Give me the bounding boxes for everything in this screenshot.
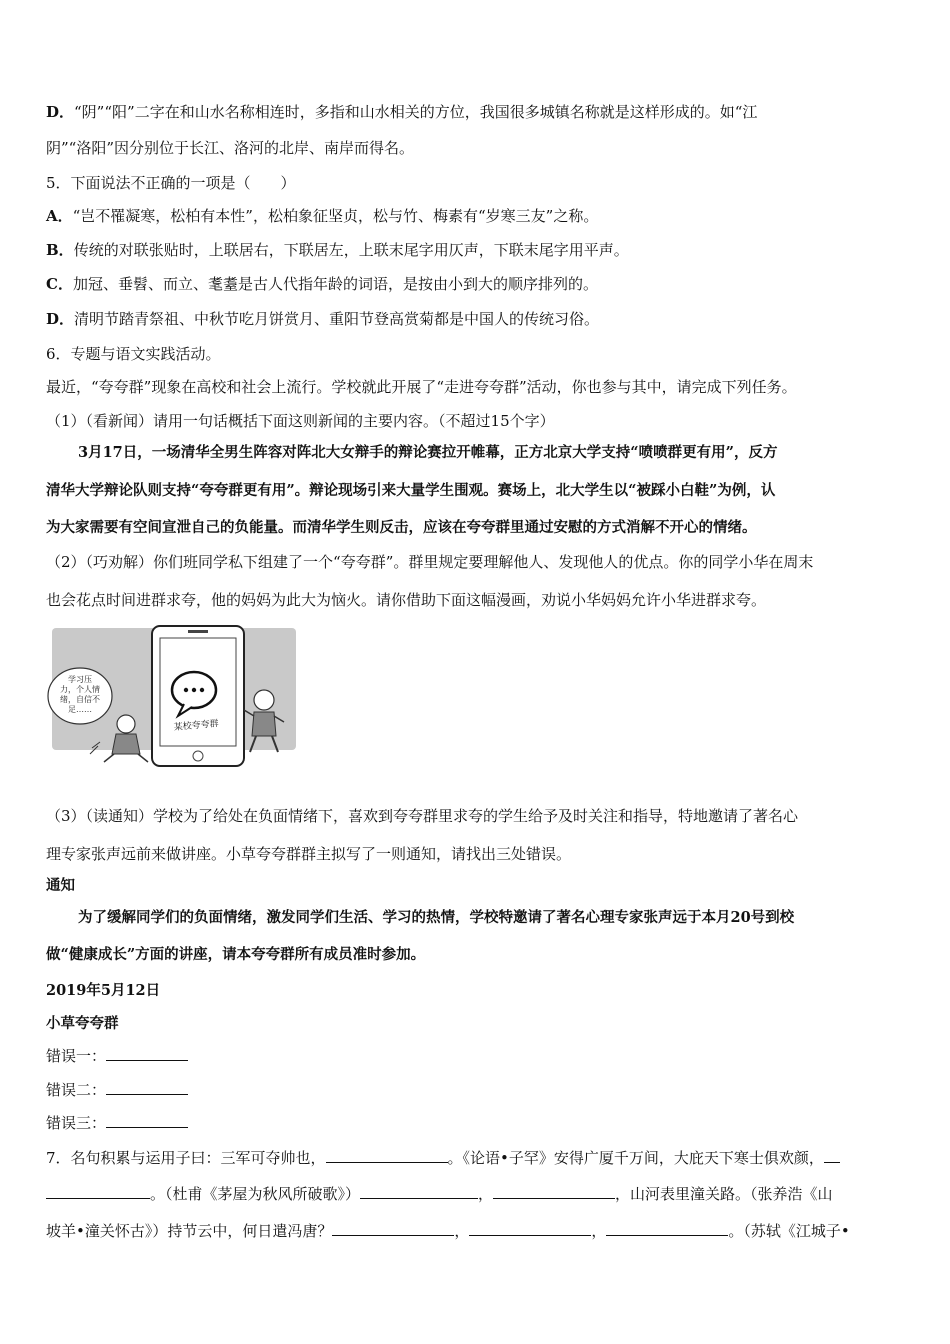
q7-blank-6[interactable]	[469, 1221, 591, 1236]
error-2-blank[interactable]	[106, 1080, 188, 1095]
q6-intro: 最近，“夸夸群”现象在高校和社会上流行。学校就此开展了“走进夸夸群”活动，你也参与其中，请完成下列任务。	[46, 378, 797, 396]
notice-title: 通知	[46, 877, 75, 894]
notice-signature: 小草夸夸群	[46, 1015, 119, 1032]
q7-line3-c: ，	[591, 1222, 607, 1240]
notice-date: 2019年5月12日	[46, 982, 161, 999]
q7-line2-c: ，山河表里潼关路。（张养浩《山	[615, 1185, 833, 1203]
error-1-label: 错误一：	[46, 1047, 107, 1065]
error-1-blank[interactable]	[106, 1046, 188, 1061]
notice-body-line2: 做“健康成长”方面的讲座，请本夸夸群所有成员准时参加。	[46, 946, 426, 963]
error-2	[46, 1080, 188, 1100]
q6-part2-line1: （2）（巧劝解）你们班同学私下组建了一个“夸夸群”。群里规定要理解他人、发现他人的优点。你的同学小华在周末	[46, 553, 814, 571]
error-1	[46, 1046, 188, 1066]
q5-option-d	[46, 309, 599, 329]
q7-line2-a: 。（杜甫《茅屋为秋风所破歌》）	[150, 1185, 361, 1203]
q7-blank-7[interactable]	[606, 1221, 728, 1236]
error-2-label: 错误二：	[46, 1081, 107, 1099]
error-3-blank[interactable]	[106, 1113, 188, 1128]
q7-line3-b: ，	[454, 1222, 470, 1240]
q6-stem: 6．专题与语文实践活动。	[46, 345, 221, 363]
q6-part2-line2: 也会花点时间进群求夸，他的妈妈为此大为恼火。请你借助下面这幅漫画，劝说小华妈妈允许小华进群求夸。	[46, 591, 767, 609]
q5-option-b-text: 传统的对联张贴时，上联居右，下联居左，上联末尾字用仄声，下联末尾字用平声。	[73, 241, 629, 259]
q7-blank-1[interactable]	[326, 1148, 448, 1163]
q5-stem: 5．下面说法不正确的一项是（ ）	[46, 174, 296, 192]
error-3-label: 错误三：	[46, 1114, 107, 1132]
q7-line3-a: 坡羊•潼关怀古》）持节云中，何日遣冯唐？	[46, 1222, 333, 1240]
q5-option-a	[46, 206, 598, 226]
q4-option-d-text: “阴”“阳”二字在和山水名称相连时，多指和山水相关的方位，我国很多城镇名称就是这样形成的。如“江	[74, 103, 758, 121]
q5-option-c-label: C．	[46, 275, 73, 293]
q7-blank-3[interactable]	[360, 1184, 478, 1199]
q7-line2	[46, 1184, 833, 1204]
phone-illustration	[152, 626, 244, 766]
q6-news-line3: 为大家需要有空间宣泄自己的负能量。而清华学生则反击，应该在夸夸群里通过安慰的方式消解不开心的情绪。	[46, 519, 757, 536]
q5-option-c	[46, 274, 598, 294]
q7-blank-4[interactable]	[493, 1184, 615, 1199]
q4-option-d-line1	[46, 102, 757, 122]
q7-blank-2b[interactable]	[46, 1184, 150, 1199]
q7-line1-a: 7．名句积累与运用子曰：三军可夺帅也，	[46, 1149, 326, 1167]
q6-part3-line1: （3）（读通知）学校为了给处在负面情绪下，喜欢到夸夸群里求夸的学生给予及时关注和指导，特地邀请了著名心	[46, 807, 799, 825]
notice-body-line1: 为了缓解同学们的负面情绪，激发同学们生活、学习的热情，学校特邀请了著名心理专家张声远于本月20号到校	[78, 909, 795, 926]
q7-line2-b: ，	[478, 1185, 494, 1203]
q6-news-line1: 3月17日，一场清华全男生阵容对阵北大女辩手的辩论赛拉开帷幕，正方北京大学支持“喷喷群更有用”，反方	[78, 444, 778, 461]
q5-option-a-text: “岂不罹凝寒，松柏有本性”，松柏象征坚贞，松与竹、梅素有“岁寒三友”之称。	[72, 207, 599, 225]
q7-blank-2a[interactable]	[824, 1148, 840, 1163]
q4-option-d-label: D．	[46, 103, 75, 121]
bubble-text-4: 足……	[68, 705, 92, 714]
q7-line3	[46, 1221, 850, 1241]
q4-option-d-line2: 阴”“洛阳”因分别位于长江、洛河的北岸、南岸而得名。	[46, 139, 415, 157]
q7-blank-5[interactable]	[332, 1221, 454, 1236]
error-3	[46, 1113, 188, 1133]
q7-line1	[46, 1148, 840, 1168]
q7-line3-d: 。（苏轼《江城子•	[728, 1222, 850, 1240]
phone-group-name: 某校夸夸群	[173, 718, 220, 732]
q5-option-b-label: B．	[46, 241, 74, 259]
q5-option-d-label: D．	[46, 310, 75, 328]
q5-option-a-label: A．	[46, 207, 73, 225]
q6-news-line2: 清华大学辩论队则支持“夸夸群更有用”。辩论现场引来大量学生围观。赛场上，北大学生以“被踩小白鞋”为例，认	[46, 482, 776, 499]
bubble-text-1: 学习压	[68, 675, 92, 684]
q5-option-c-text: 加冠、垂髫、而立、耄耋是古人代指年龄的词语，是按由小到大的顺序排列的。	[72, 275, 598, 293]
q7-line1-b: 。《论语•子罕》安得广厦千万间，大庇天下寒士俱欢颜，	[447, 1149, 824, 1167]
bubble-text-2: 力，个人情	[60, 685, 100, 694]
q6-part3-line2: 理专家张声远前来做讲座。小草夸夸群群主拟写了一则通知，请找出三处错误。	[46, 845, 572, 863]
q5-option-b	[46, 240, 629, 260]
comic-illustration	[44, 624, 296, 770]
q5-option-d-text: 清明节踏青祭祖、中秋节吃月饼赏月、重阳节登高赏菊都是中国人的传统习俗。	[74, 310, 600, 328]
bubble-text-3: 绪，自信不	[60, 695, 100, 704]
q6-part1-prompt: （1）（看新闻）请用一句话概括下面这则新闻的主要内容。（不超过15个字）	[46, 412, 555, 430]
